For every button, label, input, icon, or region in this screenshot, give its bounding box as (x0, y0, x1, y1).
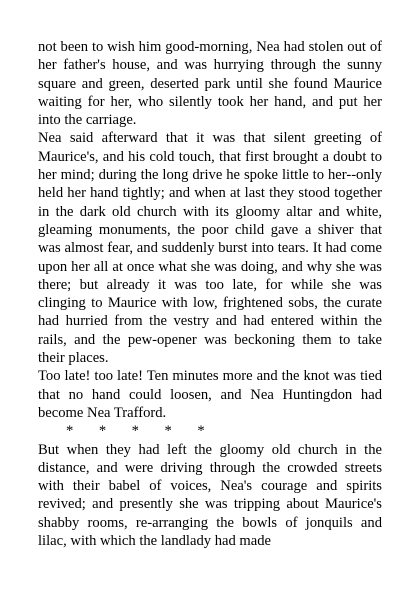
section-break: * * * * * (66, 423, 205, 440)
document-page (38, 38, 382, 550)
paragraph-2: Nea said afterward that it was that silent greeting of Maurice's, and his cold touch, that first brought a doubt to her mind; during the long drive he spoke little to her--only held her hand tightly; and when at last they stood together in the dark old church with its gloomy altar and white, gleaming monuments, the poor child gave a shiver that was almost fear, and suddenly burst into tears. It had come upon her all at once what she was doing, and why she was there; but already it was too late, for while she was clinging to Maurice with low, frightened sobs, the curate had hurried from the vestry and had entered within the rails, and the pew-opener was beckoning them to take their places. (38, 130, 382, 367)
paragraph-3: Too late! too late! Ten minutes more and the knot was tied that no hand could loosen, and Nea Huntingdon had become Nea Trafford. (38, 368, 382, 421)
paragraph-1: not been to wish him good-morning, Nea had stolen out of her father's house, and was hurrying through the sunny square and green, deserted park until she found Maurice waiting for her, who silently took her hand, and put her into the carriage. (38, 39, 382, 129)
paragraph-4: But when they had left the gloomy old church in the distance, and were driving through the crowded streets with their babel of voices, Nea's courage and spirits revived; and presently she was tripping about Maurice's shabby rooms, re-arranging the bowls of jonquils and lilac, with which the landlady had made (38, 441, 382, 550)
